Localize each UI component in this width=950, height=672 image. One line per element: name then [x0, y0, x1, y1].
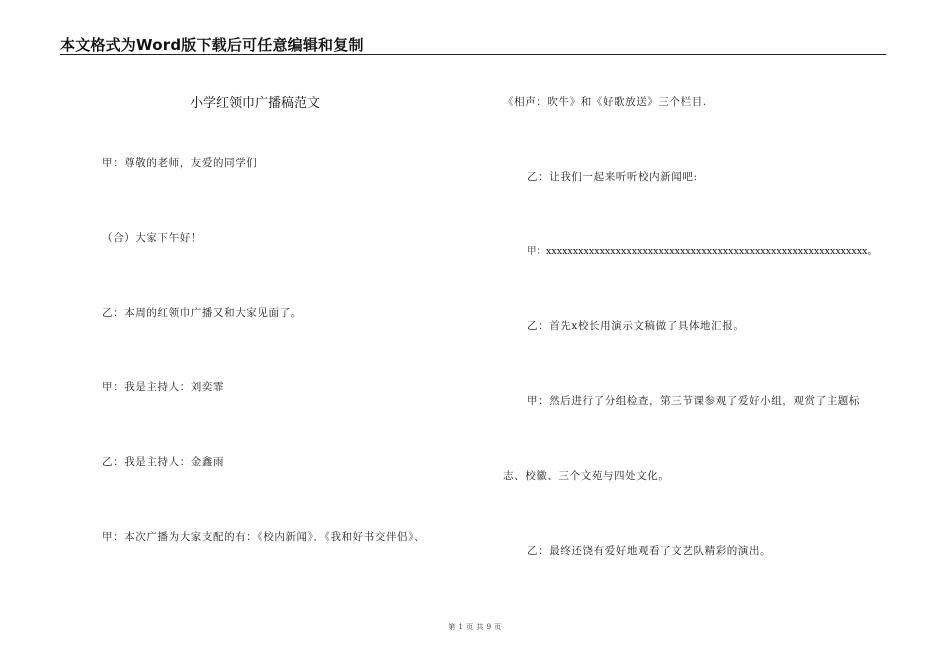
- right-line-3: 甲：xxxxxxxxxxxxxxxxxxxxxxxxxxxxxxxxxxxxxxxxxxxxxxxxxxxxxxxxxxxx。: [527, 246, 877, 257]
- document-title: 小学红领巾广播稿范文: [190, 96, 321, 111]
- left-line-1: 甲：尊敬的老师，友爱的同学们: [102, 157, 258, 169]
- page-footer: 第 1 页 共 9 页: [448, 623, 502, 631]
- right-line-2: 乙：让我们一起来听听校内新闻吧:: [527, 171, 698, 183]
- right-line-7: 乙：最终还饶有爱好地观看了文艺队精彩的演出。: [527, 545, 772, 557]
- right-line-4: 乙：首先x校长用演示文稿做了具体地汇报。: [527, 320, 745, 332]
- page-header: [60, 34, 886, 55]
- left-line-3: 乙：本周的红领巾广播又和大家见面了。: [102, 307, 302, 319]
- left-line-5: 乙：我是主持人：金鑫雨: [102, 456, 225, 468]
- left-line-4: 甲：我是主持人：刘奕霏: [102, 381, 225, 393]
- header-title: 本文格式为Word版下载后可任意编辑和复制: [60, 36, 364, 54]
- left-line-2: （合）大家下午好！: [102, 232, 202, 244]
- right-line-5: 甲：然后进行了分组检查，第三节课参观了爱好小组，观赏了主题标: [527, 395, 860, 407]
- left-line-6: 甲：本次广播为大家支配的有：《校内新闻》．《我和好书交伴侣》、: [102, 531, 426, 543]
- right-line-1: 《相声：吹牛》和《好歌放送》三个栏目.: [503, 96, 707, 108]
- right-line-6: 志、校徽、三个文苑与四处文化。: [503, 470, 670, 482]
